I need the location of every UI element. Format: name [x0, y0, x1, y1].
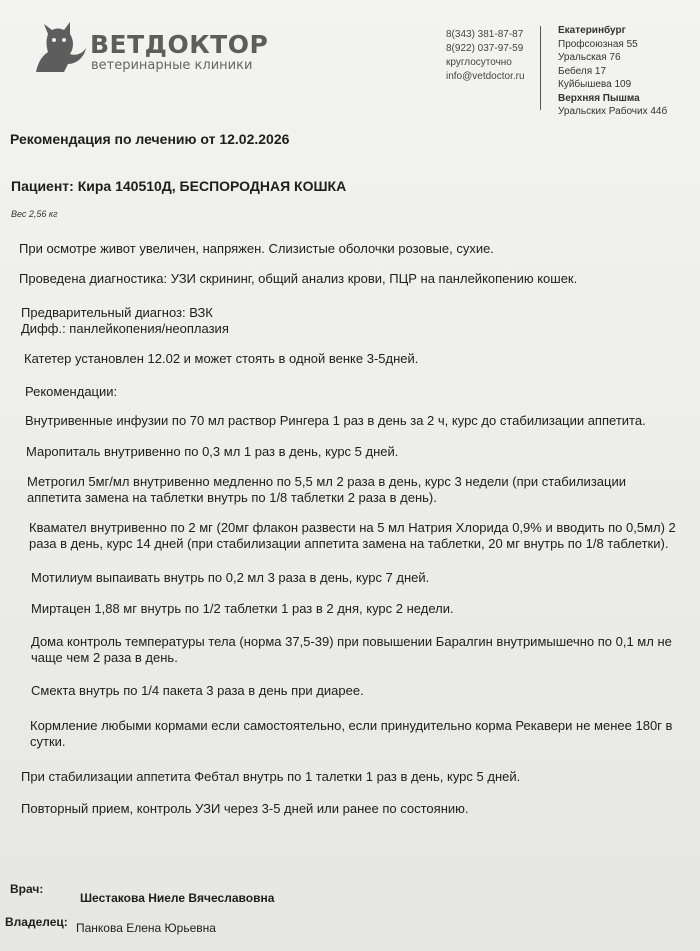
recommendation-item: Дома контроль температуры тела (норма 37,5-39) при повышении Баралгин внутримышечно по 0,1 мл не — [31, 634, 672, 649]
recommendation-item: Внутривенные инфузии по 70 мл раствор Рингера 1 раз в день за 2 ч, курс до стабилизации аппетита. — [25, 413, 646, 428]
recommendations-heading: Рекомендации: — [25, 384, 118, 399]
recommendation-item: Повторный прием, контроль УЗИ через 3-5 дней или ранее по состоянию. — [21, 801, 469, 816]
address-line: Уральская 76 — [558, 52, 621, 63]
recommendation-item: Маропиталь внутривенно по 0,3 мл 1 раз в день, курс 5 дней. — [26, 444, 399, 459]
recommendation-item: Мотилиум выпаивать внутрь по 0,2 мл 3 раза в день, курс 7 дней. — [31, 570, 430, 585]
differential-line: Дифф.: панлейкопения/неоплазия — [21, 321, 229, 336]
exam-paragraph: При осмотре живот увеличен, напряжен. Слизистые оболочки розовые, сухие. — [19, 241, 494, 256]
cat-logo-icon — [30, 18, 88, 74]
address-line: Профсоюзная 55 — [558, 38, 638, 50]
contacts-block — [446, 28, 525, 84]
address-line: Уральских Рабочих 44б — [558, 106, 668, 117]
recommendation-item: При стабилизации аппетита Фебтал внутрь по 1 талетки 1 раз в день, курс 5 дней. — [21, 769, 521, 784]
hours: круглосуточно — [446, 57, 512, 68]
diagnosis-line: Предварительный диагноз: ВЗК — [21, 305, 213, 320]
weight-line: Вес 2,56 кг — [11, 209, 58, 219]
header-divider — [540, 26, 541, 110]
recommendation-item: Миртацен 1,88 мг внутрь по 1/2 таблетки 1 раз в 2 дня, курс 2 недели. — [31, 601, 454, 616]
address-city: Екатеринбург — [558, 25, 626, 36]
patient-line: Пациент: Кира 140510Д, БЕСПОРОДНАЯ КОШКА — [11, 178, 347, 194]
recommendation-item: Смекта внутрь по 1/4 пакета 3 раза в день при диарее. — [31, 683, 364, 698]
brand-name: ВЕТДОКТОР — [90, 30, 269, 59]
phone-1: 8(343) 381-87-87 — [446, 29, 524, 40]
address-city: Верхняя Пышма — [558, 92, 640, 104]
document-title: Рекомендация по лечению от 12.02.2026 — [10, 131, 290, 147]
address-line: Куйбышева 109 — [558, 79, 632, 90]
recommendation-item-cont: раза в день, курс 14 дней (при стабилизации аппетита замена на таблетки, 20 мг внутрь по 1/8 таблетки). — [29, 536, 669, 551]
recommendation-item-cont: аппетита замена на таблетки внутрь по 1/8 таблетки 2 раза в день). — [27, 490, 437, 505]
owner-name: Панкова Елена Юрьевна — [76, 921, 216, 935]
diagnostics-paragraph: Проведена диагностика: УЗИ скрининг, общий анализ крови, ПЦР на панлейкопению кошек. — [19, 271, 578, 286]
recommendation-item: Квамател внутривенно по 2 мг (20мг флакон развести на 5 мл Натрия Хлорида 0,9% и вводить по 0,5мл) 2 — [29, 520, 676, 535]
addresses-block — [558, 24, 667, 119]
brand-subtitle: ветеринарные клиники — [91, 58, 253, 73]
recommendation-item: Метрогил 5мг/мл внутривенно медленно по 5,5 мл 2 раза в день, курс 3 недели (при стабилизации — [27, 474, 626, 489]
doctor-label: Врач: — [10, 882, 44, 896]
owner-label: Владелец: — [5, 915, 68, 929]
phone-2: 8(922) 037-97-59 — [446, 43, 524, 54]
recommendation-item: Кормление любыми кормами если самостоятельно, если принудительно корма Рекавери не менее 180г в — [30, 718, 673, 733]
address-line: Бебеля 17 — [558, 65, 607, 77]
recommendation-item-cont: сутки. — [30, 734, 66, 749]
catheter-paragraph: Катетер установлен 12.02 и может стоять в одной венке 3-5дней. — [24, 351, 419, 366]
recommendation-item-cont: чаще чем 2 раза в день. — [31, 650, 178, 665]
email: info@vetdoctor.ru — [446, 71, 525, 82]
doctor-name: Шестакова Ниеле Вячеславовна — [80, 891, 275, 905]
